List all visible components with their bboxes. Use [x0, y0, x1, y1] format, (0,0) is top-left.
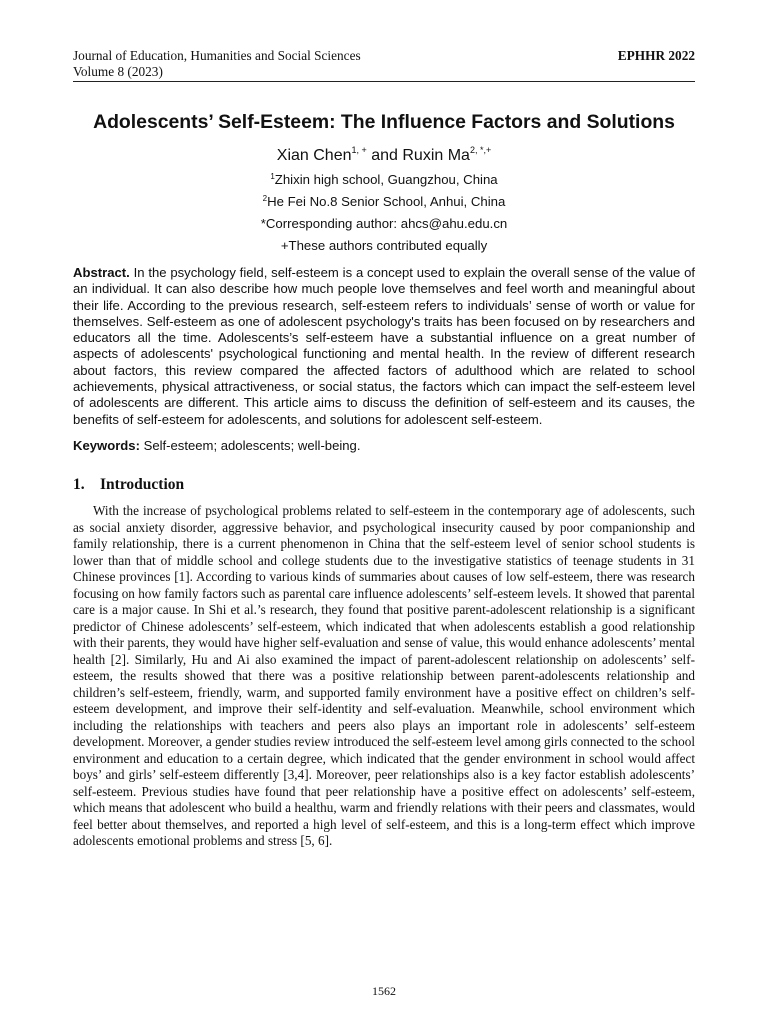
abstract-label: Abstract.	[73, 265, 130, 280]
affiliation-2-marker: 2	[262, 194, 268, 203]
author-1-name: Xian Chen	[276, 147, 352, 164]
introduction-paragraph: With the increase of psychological problems related to self-esteem in the contemporary age of adolescents, such as social anxiety disorder, aggressive behavior, and psychological insecurity caused by poor companionship and family relationship, there is a current phenomenon in China that the self-esteem level of senior school students is lower than that of middle school and college students due to the investigative statistics of teenage students in 31 Chinese provinces [1]. According to various kinds of summaries about causes of low self-esteem, there was research focusing on how family factors such as parental care influence adolescents’ self-esteem levels. It showed that parental care is a major cause. In Shi et al.’s research, they found that positive parent-adolescent relationship is a significant predictor of Chinese adolescents’ self-esteem, which indicated that when adolescents establish a good relationship with their parents, they would have higher self-evaluation and sense of value, this would enhance adolescents’ mental health [2]. Similarly, Hu and Ai also examined the impact of parent-adolescent relationship on adolescents’ self-esteem, the results showed that there was a positive relationship between parent-adolescents relationship and children’s self-esteem, friendly, warm, and supported family environment have a positive effect on children’s self-esteem development, and improve their self-identity and self-evaluation. Meanwhile, school environment which including the relationships with teachers and peers also plays an important role in adolescents’ self-esteem development. Moreover, a gender studies review introduced the self-esteem level among girls connected to the school environment and education to a certain degree, which indicated that the gender environment in school would affect boys’ and girls’ self-esteem differently [3,4]. Moreover, peer relationships also is a key factor establish adolescents’ self-esteem. Previous studies have found that peer relationship have a positive effect on adolescents’ self-esteem, which means that adolescent who build a healthu, warm and friendly relations with their peers and classmates, would feel better about themselves, and reported a high level of self-esteem, and this is a long-term effect which improve adolescents emotional problems and stress [5, 6].	[73, 503, 695, 849]
volume-line: Volume 8 (2023)	[73, 64, 695, 82]
author-2-marker: 2, *,+	[469, 145, 492, 155]
equal-contribution-note: +These authors contributed equally	[280, 238, 488, 253]
keywords	[73, 438, 695, 454]
paper-title: Adolescents’ Self-Esteem: The Influence Factors and Solutions	[93, 111, 675, 133]
journal-name: Journal of Education, Humanities and Social Sciences	[73, 48, 361, 63]
affiliation-2-text: He Fei No.8 Senior School, Anhui, China	[267, 194, 506, 209]
abstract	[73, 265, 695, 428]
corresponding-author: *Corresponding author: ahcs@ahu.edu.cn	[260, 216, 508, 231]
page-number: 1562	[372, 984, 396, 998]
running-header	[73, 48, 695, 64]
conference-name: EPHHR 2022	[617, 48, 695, 63]
abstract-text: In the psychology field, self-esteem is a concept used to explain the overall sense of the value of an individual. It can also describe how much people love themselves and feel worth and meaningful about their life. According to the previous research, self-esteem refers to individuals’ sense of worth or value for themselves. Self-esteem as one of adolescent psychology's traits has been focused on by researchers and educators all the time. Adolescents’s self-esteem have a substantial influence on a great number of aspects of adolescents' psychological functioning and mental health. In the review of different research about factors, this review compared the affected factors of adulthood which are related to school achievements, physical attractiveness, or social status, the factors which can impact the self-esteem level of adolescents are different. This article aims to discuss the definition of self-esteem and its causes, the benefits of self-esteem for adolescents, and solutions for adolescent self-esteem.	[73, 265, 695, 427]
keywords-label: Keywords:	[73, 437, 140, 453]
keywords-text: Self-esteem; adolescents; well-being.	[139, 437, 361, 453]
author-connector: and	[366, 147, 403, 164]
affiliation-1-marker: 1	[270, 172, 275, 181]
author-2-name: Ruxin Ma	[402, 147, 470, 164]
section-number: 1.	[73, 476, 85, 494]
affiliation-1-text: Zhixin high school, Guangzhou, China	[274, 172, 498, 187]
affiliation-1	[73, 172, 695, 188]
affiliation-2	[73, 194, 695, 210]
section-title: Introduction	[100, 476, 185, 494]
section-heading-introduction	[73, 476, 695, 494]
author-1-marker: 1, +	[351, 145, 367, 155]
author-line	[73, 146, 695, 166]
paper-page	[73, 48, 695, 850]
